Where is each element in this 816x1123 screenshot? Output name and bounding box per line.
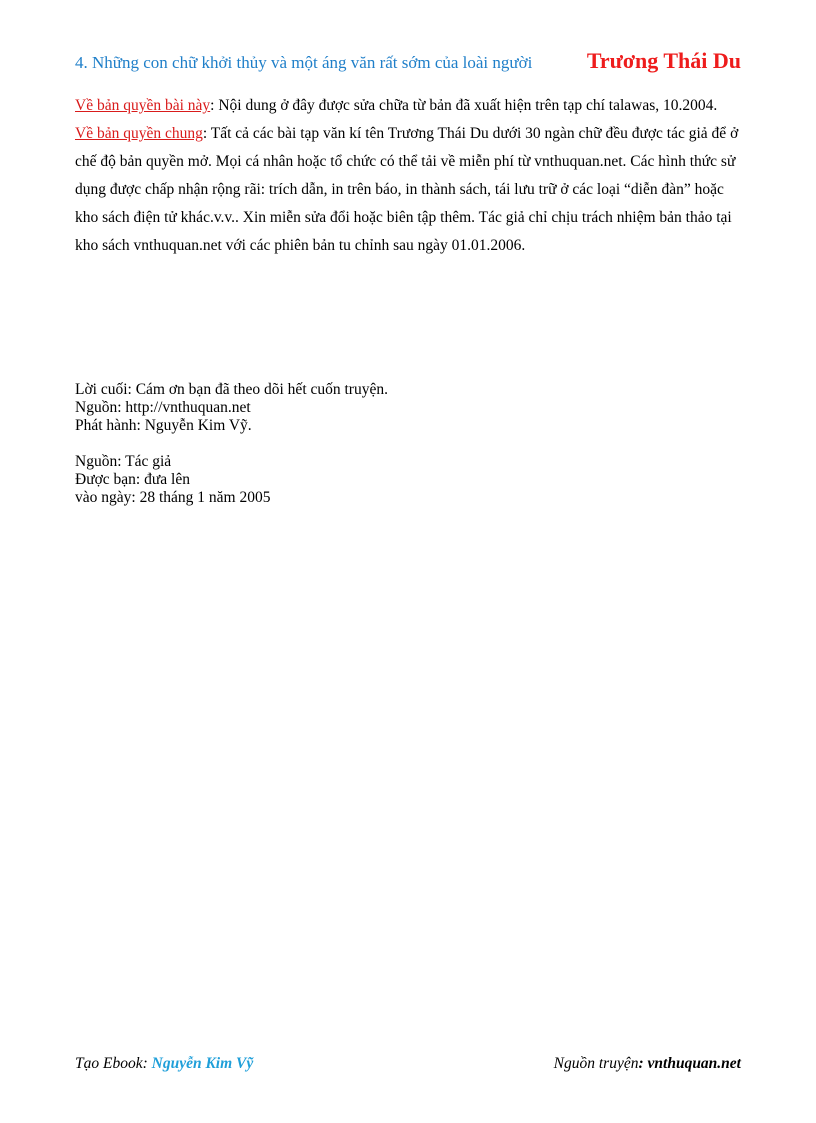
- closing-uploaded-by: Được bạn: đưa lên: [75, 471, 190, 488]
- footer-ebook-credit: [75, 1055, 253, 1073]
- copyright-general-label: Về bản quyền chung: [75, 125, 203, 142]
- footer-ebook-name: Nguyễn Kim Vỹ: [151, 1055, 254, 1072]
- copyright-notice: [75, 92, 743, 260]
- page-header: [75, 48, 741, 76]
- page-footer: [75, 1055, 741, 1077]
- author-name: Trương Thái Du: [586, 48, 741, 73]
- closing-upload-date: vào ngày: 28 tháng 1 năm 2005: [75, 489, 271, 506]
- closing-spacer: [75, 435, 388, 453]
- closing-source: Nguồn: Tác giả: [75, 453, 172, 470]
- footer-source-label: Nguồn truyện: [553, 1055, 639, 1072]
- copyright-this-article-text: : Nội dung ở đây được sửa chữa từ bản đã xuất hiện trên tạp chí talawas, 10.2004.: [210, 97, 718, 114]
- closing-thanks: Lời cuối: Cám ơn bạn đã theo dõi hết cuốn truyện.: [75, 381, 388, 398]
- copyright-this-article-label: Về bản quyền bài này: [75, 97, 211, 114]
- closing-source-url: Nguồn: http://vnthuquan.net: [75, 399, 251, 416]
- closing-notes: [75, 381, 388, 507]
- footer-ebook-label: Tạo Ebook: [75, 1055, 143, 1072]
- footer-source-credit: [554, 1055, 741, 1073]
- chapter-title: 4. Những con chữ khởi thủy và một áng văn rất sớm của loài người: [75, 53, 533, 72]
- footer-source-site: vnthuquan.net: [647, 1055, 741, 1072]
- copyright-general: [75, 120, 743, 260]
- copyright-this-article: [75, 92, 743, 120]
- footer-ebook-separator: :: [142, 1055, 152, 1072]
- closing-publisher: Phát hành: Nguyễn Kim Vỹ.: [75, 417, 252, 434]
- footer-source-separator: :: [638, 1055, 648, 1072]
- copyright-general-text: : Tất cả các bài tạp văn kí tên Trương Thái Du dưới 30 ngàn chữ đều được tác giả để ở chế độ bản quyền mở. Mọi cá nhân hoặc tổ chức có thể tải về miễn phí từ vnthuquan.net. Các hình thức sử dụng được chấp nhận rộng rãi: trích dẫn, in trên báo, in thành sách, tái lưu trữ ở các loại “diễn đàn” hoặc kho sách điện tử khác.v.v.. Xin miễn sửa đổi hoặc biên tập thêm. Tác giả chỉ chịu trách nhiệm bản thảo tại kho sách vnthuquan.net với các phiên bản tu chỉnh sau ngày 01.01.2006.: [75, 125, 739, 254]
